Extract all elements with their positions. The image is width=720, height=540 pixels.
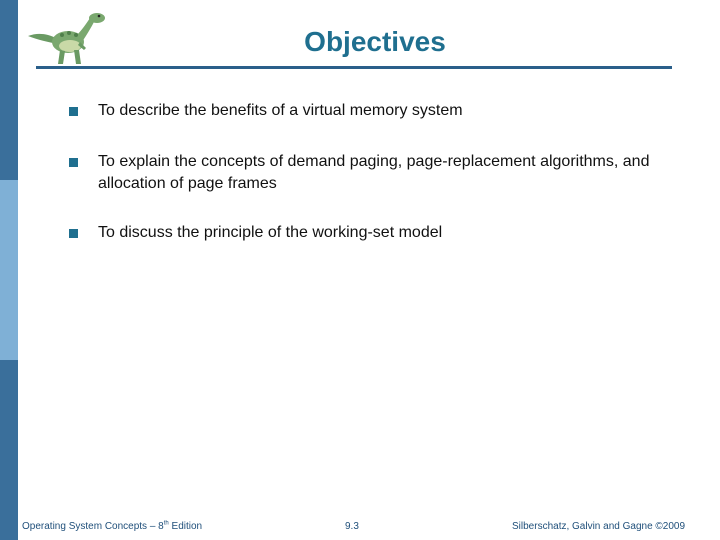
title-divider	[36, 66, 672, 69]
footer-page-number: 9.3	[345, 521, 359, 532]
bullet-text: To explain the concepts of demand paging, page-replacement algorithms, and allocation of page frames	[98, 153, 650, 192]
footer-copyright: Silberschatz, Galvin and Gagne ©2009	[512, 521, 686, 532]
footer-book-title	[22, 521, 202, 532]
slide-title: Objectives	[304, 26, 446, 57]
bullet-item	[68, 100, 698, 122]
bullet-text: To describe the benefits of a virtual memory system	[98, 102, 463, 119]
sidebar-band-top	[0, 0, 18, 180]
sidebar-band-middle	[0, 180, 18, 360]
square-bullet-icon	[69, 229, 78, 238]
footer-book-suffix: Edition	[168, 521, 203, 532]
footer-edition-sup: th	[163, 520, 169, 527]
footer-book-prefix: Operating System Concepts – 8	[22, 521, 164, 532]
square-bullet-icon	[69, 107, 78, 116]
bullet-text: To discuss the principle of the working-set model	[98, 224, 443, 241]
bullet-item	[68, 151, 698, 195]
bullet-item	[68, 222, 698, 244]
sidebar-band-bottom	[0, 360, 18, 540]
dinosaur-logo-icon	[24, 6, 110, 68]
bullet-list	[68, 100, 698, 244]
square-bullet-icon	[69, 158, 78, 167]
